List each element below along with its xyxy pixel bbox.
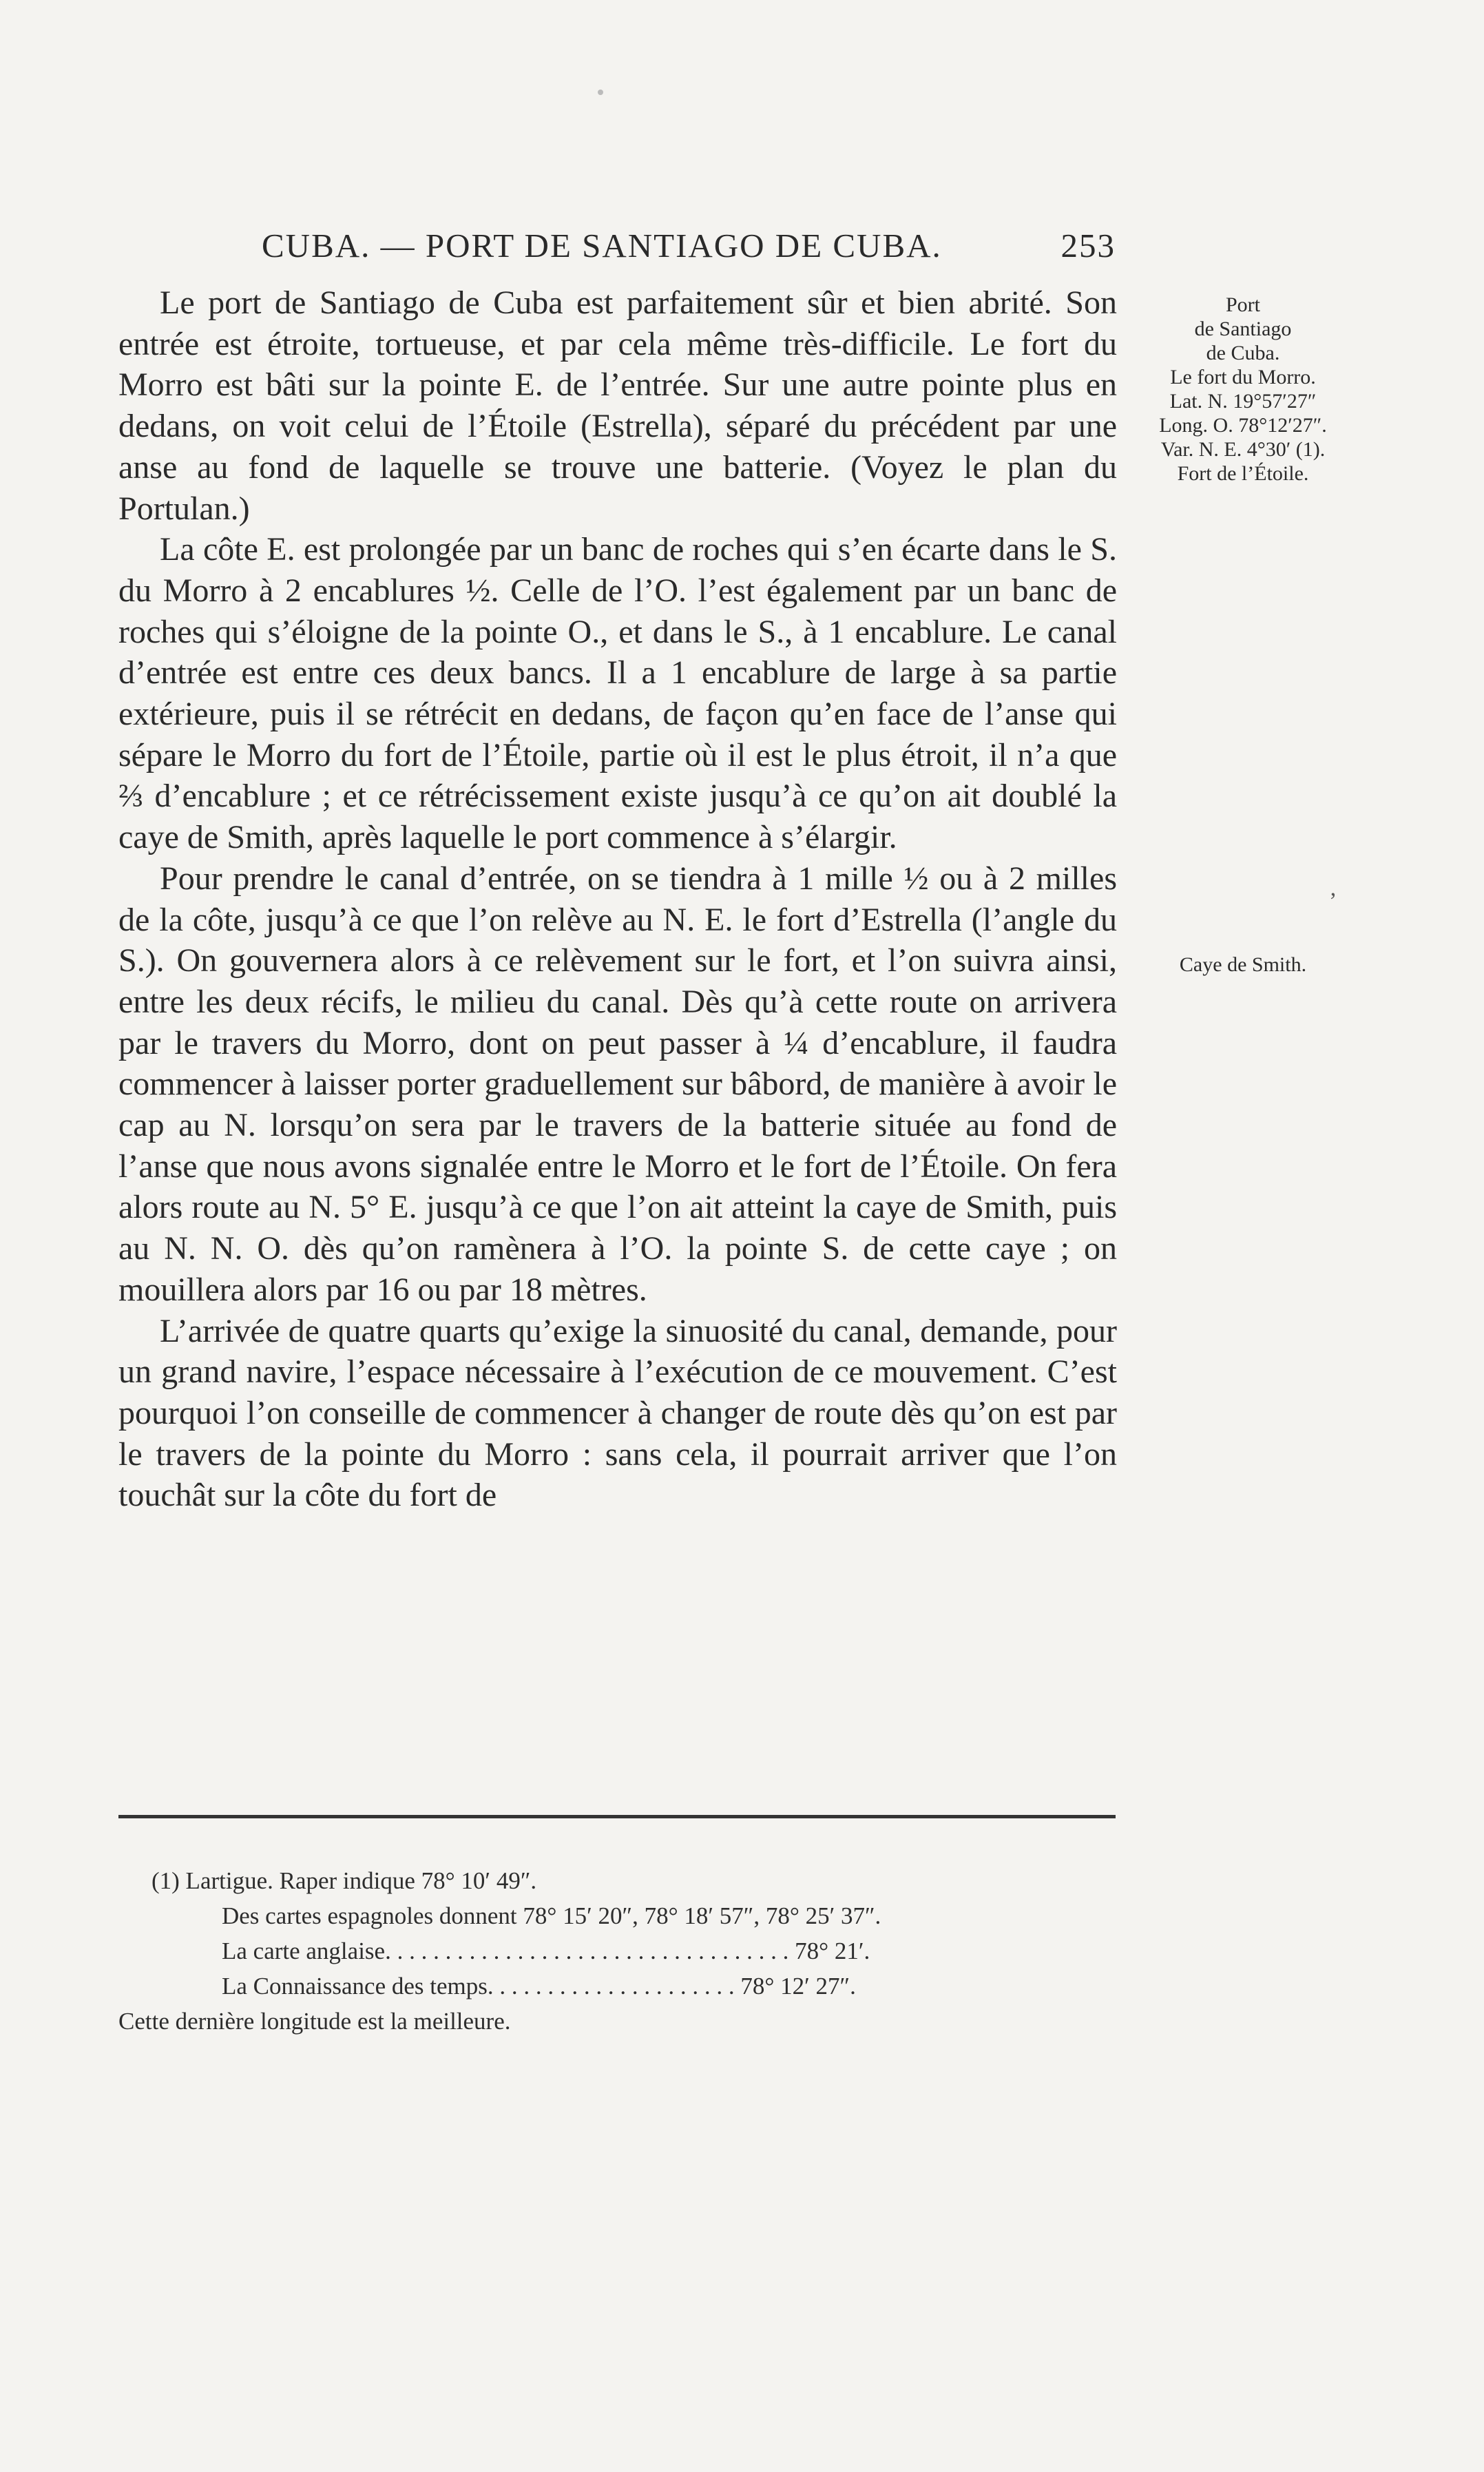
page-number: 253 (1060, 227, 1116, 264)
page-speck (598, 90, 603, 95)
paragraph: La côte E. est prolongée par un banc de roches qui s’en écarte dans le S. du Morro à 2 encablures ½. Celle de l’O. l’est également par un banc de roches qui s’éloigne de la pointe O., et dans le S., à 1 encablure. Le canal d’entrée est entre ces deux bancs. Il a 1 encablure de large à sa partie extérieure, puis il se rétrécit en dedans, de façon qu’en face de l’anse qui sépare le Morro du fort de l’Étoile, partie où il est le plus étroit, il n’a que ⅔ d’encablure ; et ce rétrécissement existe jusqu’à ce qu’on ait doublé la caye de Smith, après laquelle le port commence à s’élargir. (118, 531, 1117, 856)
margin-note: Lat. N. 19°57′27″ (1169, 390, 1317, 413)
margin-note-smith: Caye de Smith. (1179, 953, 1307, 976)
footnote-rule (118, 1815, 1116, 1818)
header-title: CUBA. — PORT DE SANTIAGO DE CUBA. (262, 227, 942, 264)
margin-note: de Santiago (1194, 318, 1292, 340)
margin-note: Port (1225, 293, 1260, 316)
margin-note: Var. N. E. 4°30′ (1). (1160, 438, 1326, 461)
footnote (118, 1863, 1117, 2039)
footnote-line: La Connaissance des temps. . . . . . . . . . . . . . . . . . . . . 78° 12′ 27″. (222, 1973, 856, 2000)
footnote-line: La carte anglaise. . . . . . . . . . . . . . . . . . . . . . . . . . . . . . . . . . 78° 21′. (222, 1938, 870, 1964)
margin-note: Long. O. 78°12′27″. (1159, 414, 1327, 437)
ink-mark: ʼ (1329, 889, 1337, 914)
margin-notes (1129, 293, 1357, 976)
paragraph: L’arrivée de quatre quarts qu’exige la sinuosité du canal, demande, pour un grand navire, l’espace nécessaire à l’exécution de ce mouvement. C’est pourquoi l’on conseille de commencer à changer de route dès qu’on est par le travers de la pointe du Morro : sans cela, il pourrait arriver que l’on touchât sur la côte du fort de (118, 1312, 1117, 1514)
paragraph: Le port de Santiago de Cuba est parfaitement sûr et bien abrité. Son entrée est étroite, tortueuse, et par cela même très-difficile. Le fort du Morro est bâti sur la pointe E. de l’entrée. Sur une autre pointe plus en dedans, on voit celui de l’Étoile (Estrella), séparé du précédent par une anse au fond de laquelle se trouve une batterie. (Voyez le plan du Portulan.) (118, 284, 1117, 527)
margin-note: de Cuba. (1206, 342, 1280, 364)
footnote-line: Cette dernière longitude est la meilleure. (118, 2008, 511, 2035)
footnote-line: Des cartes espagnoles donnent 78° 15′ 20″, 78° 18′ 57″, 78° 25′ 37″. (222, 1902, 881, 1929)
margin-note: Le fort du Morro. (1170, 366, 1316, 388)
margin-note: Fort de l’Étoile. (1177, 462, 1309, 485)
footnote-line: (1) Lartigue. Raper indique 78° 10′ 49″. (151, 1867, 537, 1894)
main-text (118, 282, 1117, 1516)
running-header (262, 226, 1116, 265)
paragraph: Pour prendre le canal d’entrée, on se tiendra à 1 mille ½ ou à 2 milles de la côte, jusqu’à ce que l’on relève au N. E. le fort d’Estrella (l’angle du S.). On gouvernera alors à ce relèvement sur le fort, et l’on suivra ainsi, entre les deux récifs, le milieu du canal. Dès qu’à cette route on arrivera par le travers du Morro, dont on peut passer à ¼ d’encablure, il faudra commencer à laisser porter graduellement sur bâbord, de manière à avoir le cap au N. lorsqu’on sera par le travers de la batterie située au fond de l’anse que nous avons signalée entre le Morro et le fort de l’Étoile. On fera alors route au N. 5° E. jusqu’à ce que l’on ait atteint la caye de Smith, puis au N. N. O. dès qu’on ramènera à l’O. la pointe S. de cette caye ; on mouillera alors par 16 ou par 18 mètres. (118, 860, 1117, 1308)
